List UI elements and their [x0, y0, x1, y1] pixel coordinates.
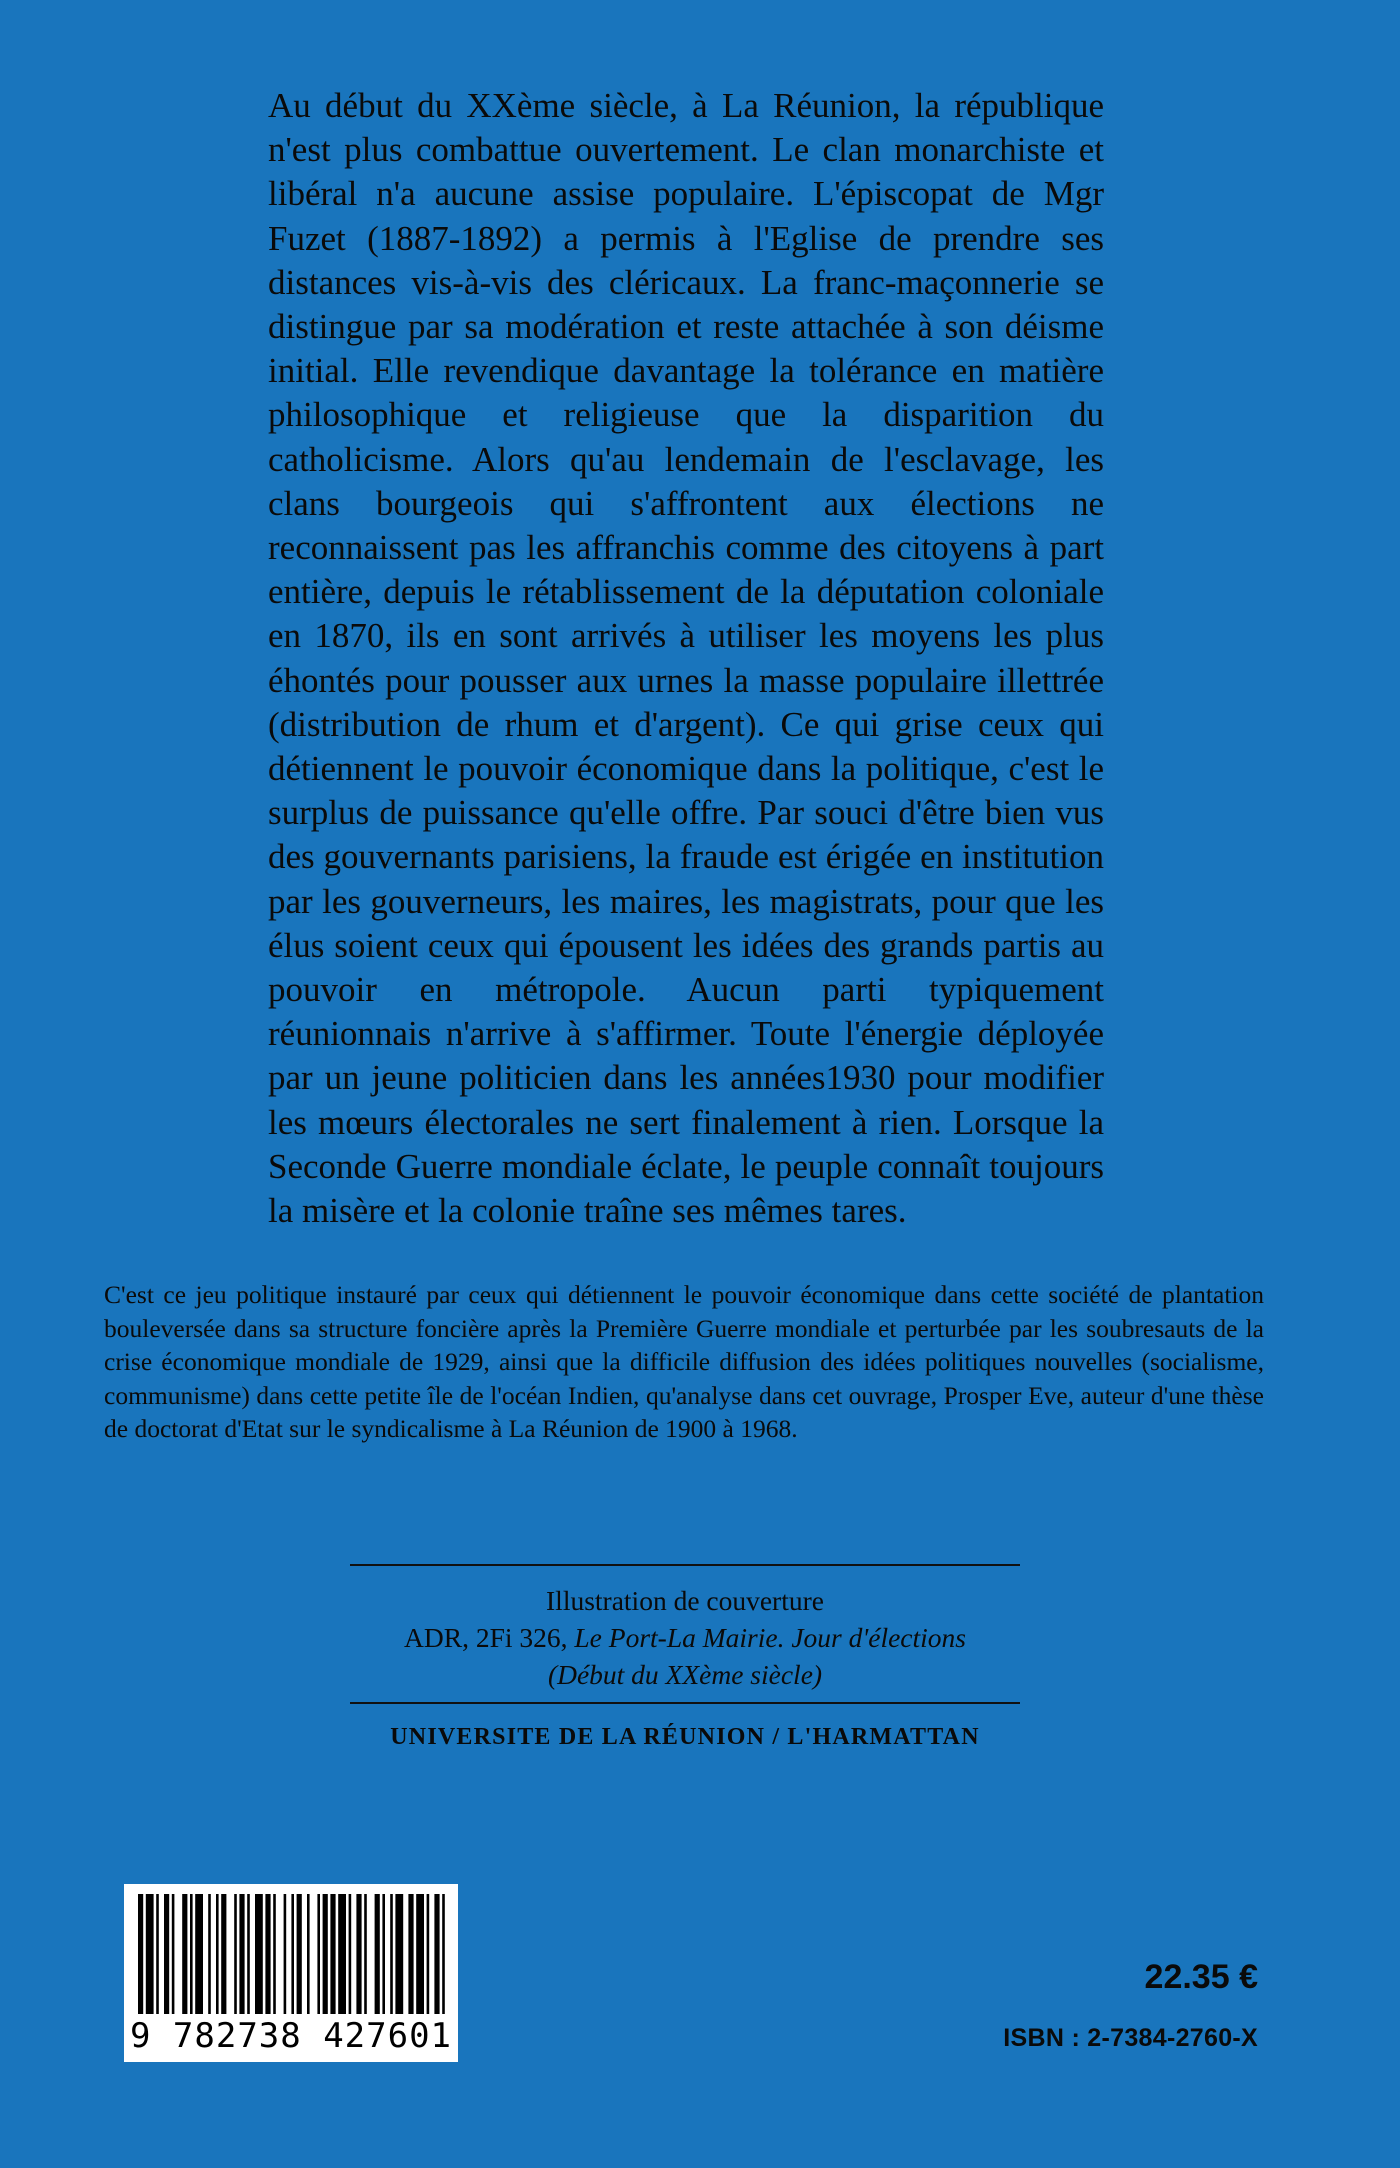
barcode-bar — [364, 1894, 367, 2014]
credit-date: (Début du XXème siècle) — [547, 1659, 823, 1690]
barcode-bar — [273, 1894, 276, 2014]
barcode-number: 9 782738 427601 — [129, 2016, 453, 2056]
barcode-bar — [382, 1894, 385, 2014]
credit-source-line — [300, 1619, 1070, 1656]
barcode-bar — [349, 1894, 352, 2014]
barcode-bar — [164, 1894, 169, 2014]
barcode-bar — [172, 1894, 175, 2014]
barcode-bar — [190, 1894, 193, 2014]
barcode-bar — [408, 1894, 413, 2014]
barcode-bar — [330, 1894, 335, 2014]
barcode-bar — [195, 1894, 203, 2014]
barcode-bar — [434, 1894, 439, 2014]
barcode-bar — [317, 1894, 320, 2014]
barcode-bar — [265, 1894, 270, 2014]
barcode-bar — [138, 1894, 143, 2014]
cover-illustration-credit — [300, 1582, 1070, 1693]
barcode-bar — [291, 1894, 294, 2014]
barcode-bar — [338, 1894, 346, 2014]
barcode-bar — [239, 1894, 244, 2014]
main-paragraph: Au début du XXème siècle, à La Réunion, la république n'est plus combattue ouvertement. Le clan monarchiste et libéral n'a aucune assise populaire. L'épiscopat de Mgr Fuzet (1887-1892) a permis à l'Eglise de prendre ses distances vis-à-vis des cléricaux. La franc-maçonnerie se distingue par sa modération et reste attachée à son déisme initial. Elle revendique davantage la tolérance en matière philosophique et religieuse que la disparition du catholicisme. Alors qu'au lendemain de l'esclavage, les clans bourgeois qui s'affrontent aux élections ne reconnaissent pas les affranchis comme des citoyens à part entière, depuis le rétablissement de la députation coloniale en 1870, ils en sont arrivés à utiliser les moyens les plus éhontés pour pousser aux urnes la masse populaire illettrée (distribution de rhum et d'argent). Ce qui grise ceux qui détiennent le pouvoir économique dans la politique, c'est le surplus de puissance qu'elle offre. Par souci d'être bien vus des gouvernants parisiens, la fraude est érigée en institution par les gouverneurs, les maires, les magistrats, pour que les élus soient ceux qui épousent les idées des grands partis au pouvoir en métropole. Aucun parti typiquement réunionnais n'arrive à s'affirmer. Toute l'énergie déployée par un jeune politicien dans les années1930 pour modifier les mœurs électorales ne sert finalement à rien. Lorsque la Seconde Guerre mondiale éclate, le peuple connaît toujours la misère et la colonie traîne ses mêmes tares. — [268, 86, 1104, 1231]
barcode-bar — [416, 1894, 424, 2014]
credit-title: Le Port-La Mairie. Jour d'élections — [574, 1622, 966, 1653]
summary-paragraph: C'est ce jeu politique instauré par ceux qui détiennent le pouvoir économique dans cette société de plantation bouleversée dans sa structure foncière après la Première Guerre mondiale et perturbée par les soubresauts de la crise économique mondiale de 1929, ainsi que la difficile diffusion des idées politiques nouvelles (socialisme, communisme) dans cette petite île de l'océan Indien, qu'analyse dans cet ouvrage, Prosper Eve, auteur d'une thèse de doctorat d'Etat sur le syndicalisme à La Réunion de 1900 à 1968. — [104, 1280, 1264, 1443]
barcode-bar — [307, 1894, 310, 2014]
barcode-bar — [247, 1894, 250, 2014]
barcode-bar — [208, 1894, 211, 2014]
barcode — [124, 1884, 458, 2062]
barcode-bar — [255, 1894, 263, 2014]
barcode-bar — [182, 1894, 187, 2014]
barcode-bar — [216, 1894, 219, 2014]
barcode-bar — [356, 1894, 361, 2014]
barcode-bar — [146, 1894, 154, 2014]
barcode-bar — [427, 1894, 430, 2014]
barcode-bar — [284, 1894, 287, 2014]
barcode-bar — [442, 1894, 445, 2014]
barcode-bar — [390, 1894, 393, 2014]
barcode-bar — [395, 1894, 403, 2014]
credit-heading: Illustration de couverture — [546, 1585, 824, 1616]
publisher-line: UNIVERSITE DE LA RÉUNION / L'HARMATTAN — [390, 1724, 980, 1750]
barcode-bar — [297, 1894, 302, 2014]
barcode-bar — [323, 1894, 328, 2014]
credit-source: ADR, 2Fi 326, — [404, 1622, 568, 1653]
barcode-bar — [234, 1894, 237, 2014]
barcode-bar — [156, 1894, 159, 2014]
barcode-bar — [375, 1894, 380, 2014]
divider-bottom — [350, 1702, 1020, 1704]
divider-top — [350, 1564, 1020, 1566]
isbn: ISBN : 2-7384-2760-X — [1003, 2024, 1258, 2052]
barcode-bar — [221, 1894, 226, 2014]
price: 22.35 € — [1144, 1958, 1258, 1996]
